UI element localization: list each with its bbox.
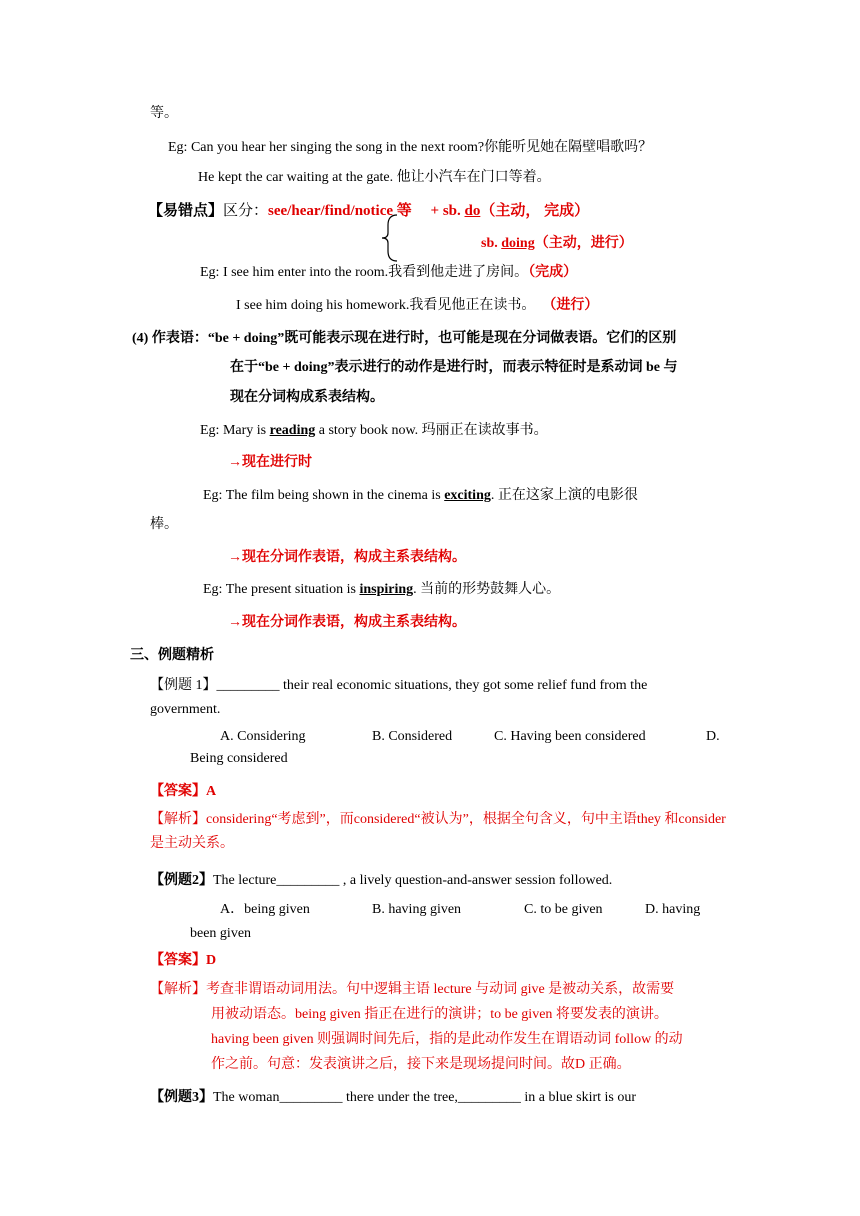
question-3: 【例题3】The woman_________ there under the tree,_________ in a blue skirt is our — [150, 1090, 637, 1105]
option-b: B. Considered — [372, 729, 453, 744]
example-line: I see him doing his homework.我看见他正在读书。 （进行） — [236, 298, 599, 313]
option-d-cont: Being considered — [190, 751, 288, 766]
question-1: 【例题 1】_________ their real economic situations, they got some relief fund from the — [150, 678, 648, 693]
example-line: Eg: Mary is reading a story book now. 玛丽正在读故事书。 — [200, 423, 548, 438]
example-line: Eg: The present situation is inspiring. 当前的形势鼓舞人心。 — [203, 582, 561, 597]
option-c: C. to be given — [524, 902, 603, 917]
analysis-2-cont: 作之前。句意：发表演讲之后，接下来是现场提问时间。故D 正确。 — [211, 1057, 631, 1072]
line-1: 等。 — [150, 106, 178, 121]
option-b: B. having given — [372, 902, 462, 917]
analysis-2-cont: 用被动语态。being given 指正在进行的演讲；to be given 将要发表的演讲。 — [211, 1007, 668, 1022]
option-d: D. having — [645, 902, 701, 917]
error-point-line: 【易错点】区分：see/hear/find/notice 等 + sb. do（主动， 完成） — [148, 203, 590, 219]
answer-2: 【答案】D — [150, 953, 217, 968]
analysis-2-cont: having been given 则强调时间先后，指的是此动作发生在谓语动词 follow 的动 — [211, 1032, 683, 1047]
example-line: He kept the car waiting at the gate. 他让小汽车在门口等着。 — [198, 170, 551, 185]
question-2: 【例题2】The lecture_________ , a lively question-and-answer session followed. — [150, 873, 613, 888]
example-line: Eg: I see him enter into the room.我看到他走进了房间。（完成） — [200, 265, 578, 280]
option-d-cont: been given — [190, 926, 252, 941]
predicative-heading: (4) 作表语：“be + doing”既可能表示现在进行时，也可能是现在分词做表语。它们的区别 — [132, 331, 677, 346]
analysis-2: 【解析】考查非谓语动词用法。句中逻辑主语 lecture 与动词 give 是被动关系，故需要 — [150, 982, 675, 997]
error-point-line-2: sb. doing（主动，进行） — [481, 236, 633, 251]
example-line: Eg: Can you hear her singing the song in the next room?你能听见她在隔壁唱歌吗？ — [168, 140, 653, 155]
note-line: →现在进行时 — [228, 455, 312, 470]
section-heading: 三、例题精析 — [130, 648, 214, 663]
analysis-1-cont: 是主动关系。 — [150, 836, 234, 851]
note-line: →现在分词作表语，构成主系表结构。 — [228, 615, 466, 630]
example-line: Eg: The film being shown in the cinema is exciting. 正在这家上演的电影很 — [203, 488, 638, 503]
option-d: D. — [706, 729, 720, 744]
predicative-text: 在于“be + doing”表示进行的动作是进行时，而表示特征时是系动词 be 与 — [230, 360, 678, 375]
option-a: A. Considering — [220, 729, 306, 744]
example-line-cont: 棒。 — [150, 517, 178, 532]
option-a: A．being given — [220, 902, 310, 917]
answer-1: 【答案】A — [150, 784, 217, 799]
note-line: →现在分词作表语，构成主系表结构。 — [228, 550, 466, 565]
predicative-text: 现在分词构成系表结构。 — [230, 390, 384, 405]
analysis-1: 【解析】considering“考虑到”，而considered“被认为”，根据全句含义，句中主语they 和consider — [150, 812, 726, 827]
question-1-cont: government. — [150, 702, 221, 717]
option-c: C. Having been considered — [494, 729, 646, 744]
brace-icon — [380, 213, 400, 263]
